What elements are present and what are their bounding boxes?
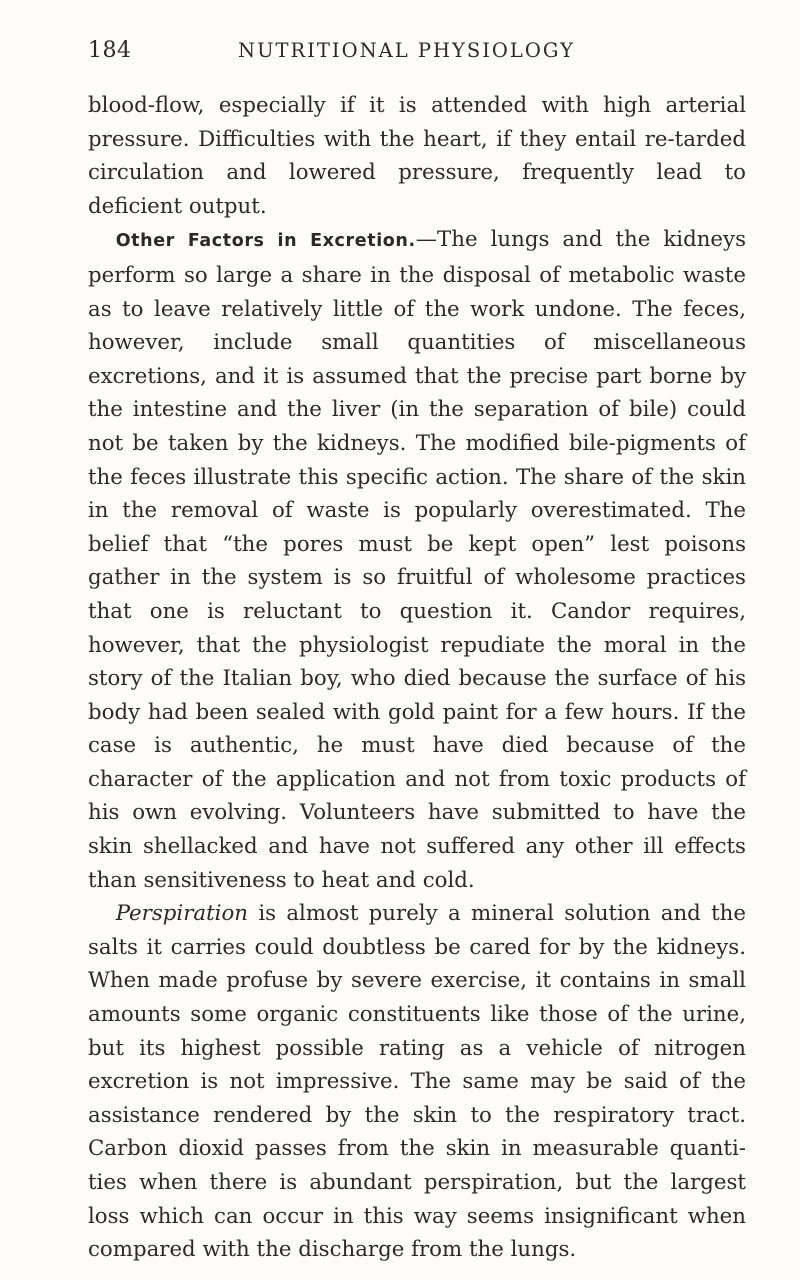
running-title: NUTRITIONAL PHYSIOLOGY	[238, 39, 575, 62]
paragraph-perspiration-text: is almost purely a mineral solution and the salts it carries could doubtless be cared for by the kidneys. When made profuse by severe exercise, it contains in small amounts some organic constituents like those of the urine, but its highest possible rating as a vehicle of nitrogen excretion is not impressive. The same may be said of the assistance rendered by the skin to the respiratory tract. Carbon dioxid passes from the skin in measurable quanti-ties when there is abundant perspiration, but the largest loss which can occur in this way seems insignificant when compared with the discharge from the lungs.	[88, 901, 746, 1263]
paragraph-perspiration	[88, 897, 746, 1267]
paragraph-other-factors	[88, 223, 746, 897]
section-subheading: Other Factors in Excretion.	[115, 231, 416, 252]
paragraph-continuation: blood-flow, especially if it is attended with high arterial pressure. Difficulties with the heart, if they entail re-tarded circulation and lowered pressure, frequently lead to deficient output.	[88, 93, 746, 219]
page-header	[88, 38, 746, 63]
italic-term-perspiration: Perspiration	[115, 901, 249, 927]
page-number: 184	[88, 38, 132, 63]
paragraph-other-factors-text: —The lungs and the kidneys perform so large a share in the disposal of metabolic waste as to leave relatively little of the work undone. The feces, however, include small quantities of miscellaneous excretions, and it is assumed that the precise part borne by the intestine and the liver (in the separation of bile) could not be taken by the kidneys. The modified bile-pigments of the feces illustrate this specific action. The share of the skin in the removal of waste is popularly overestimated. The belief that “the pores must be kept open” lest poisons gather in the system is so fruitful of wholesome practices that one is reluctant to question it. Candor requires, however, that the physiologist repudiate the moral in the story of the Italian boy, who died because the surface of his body had been sealed with gold paint for a few hours. If the case is authentic, he must have died because of the character of the application and not from toxic products of his own evolving. Volunteers have submitted to have the skin shellacked and have not suffered any other ill effects than sensitiveness to heat and cold.	[88, 227, 746, 893]
body-text	[88, 89, 746, 1267]
